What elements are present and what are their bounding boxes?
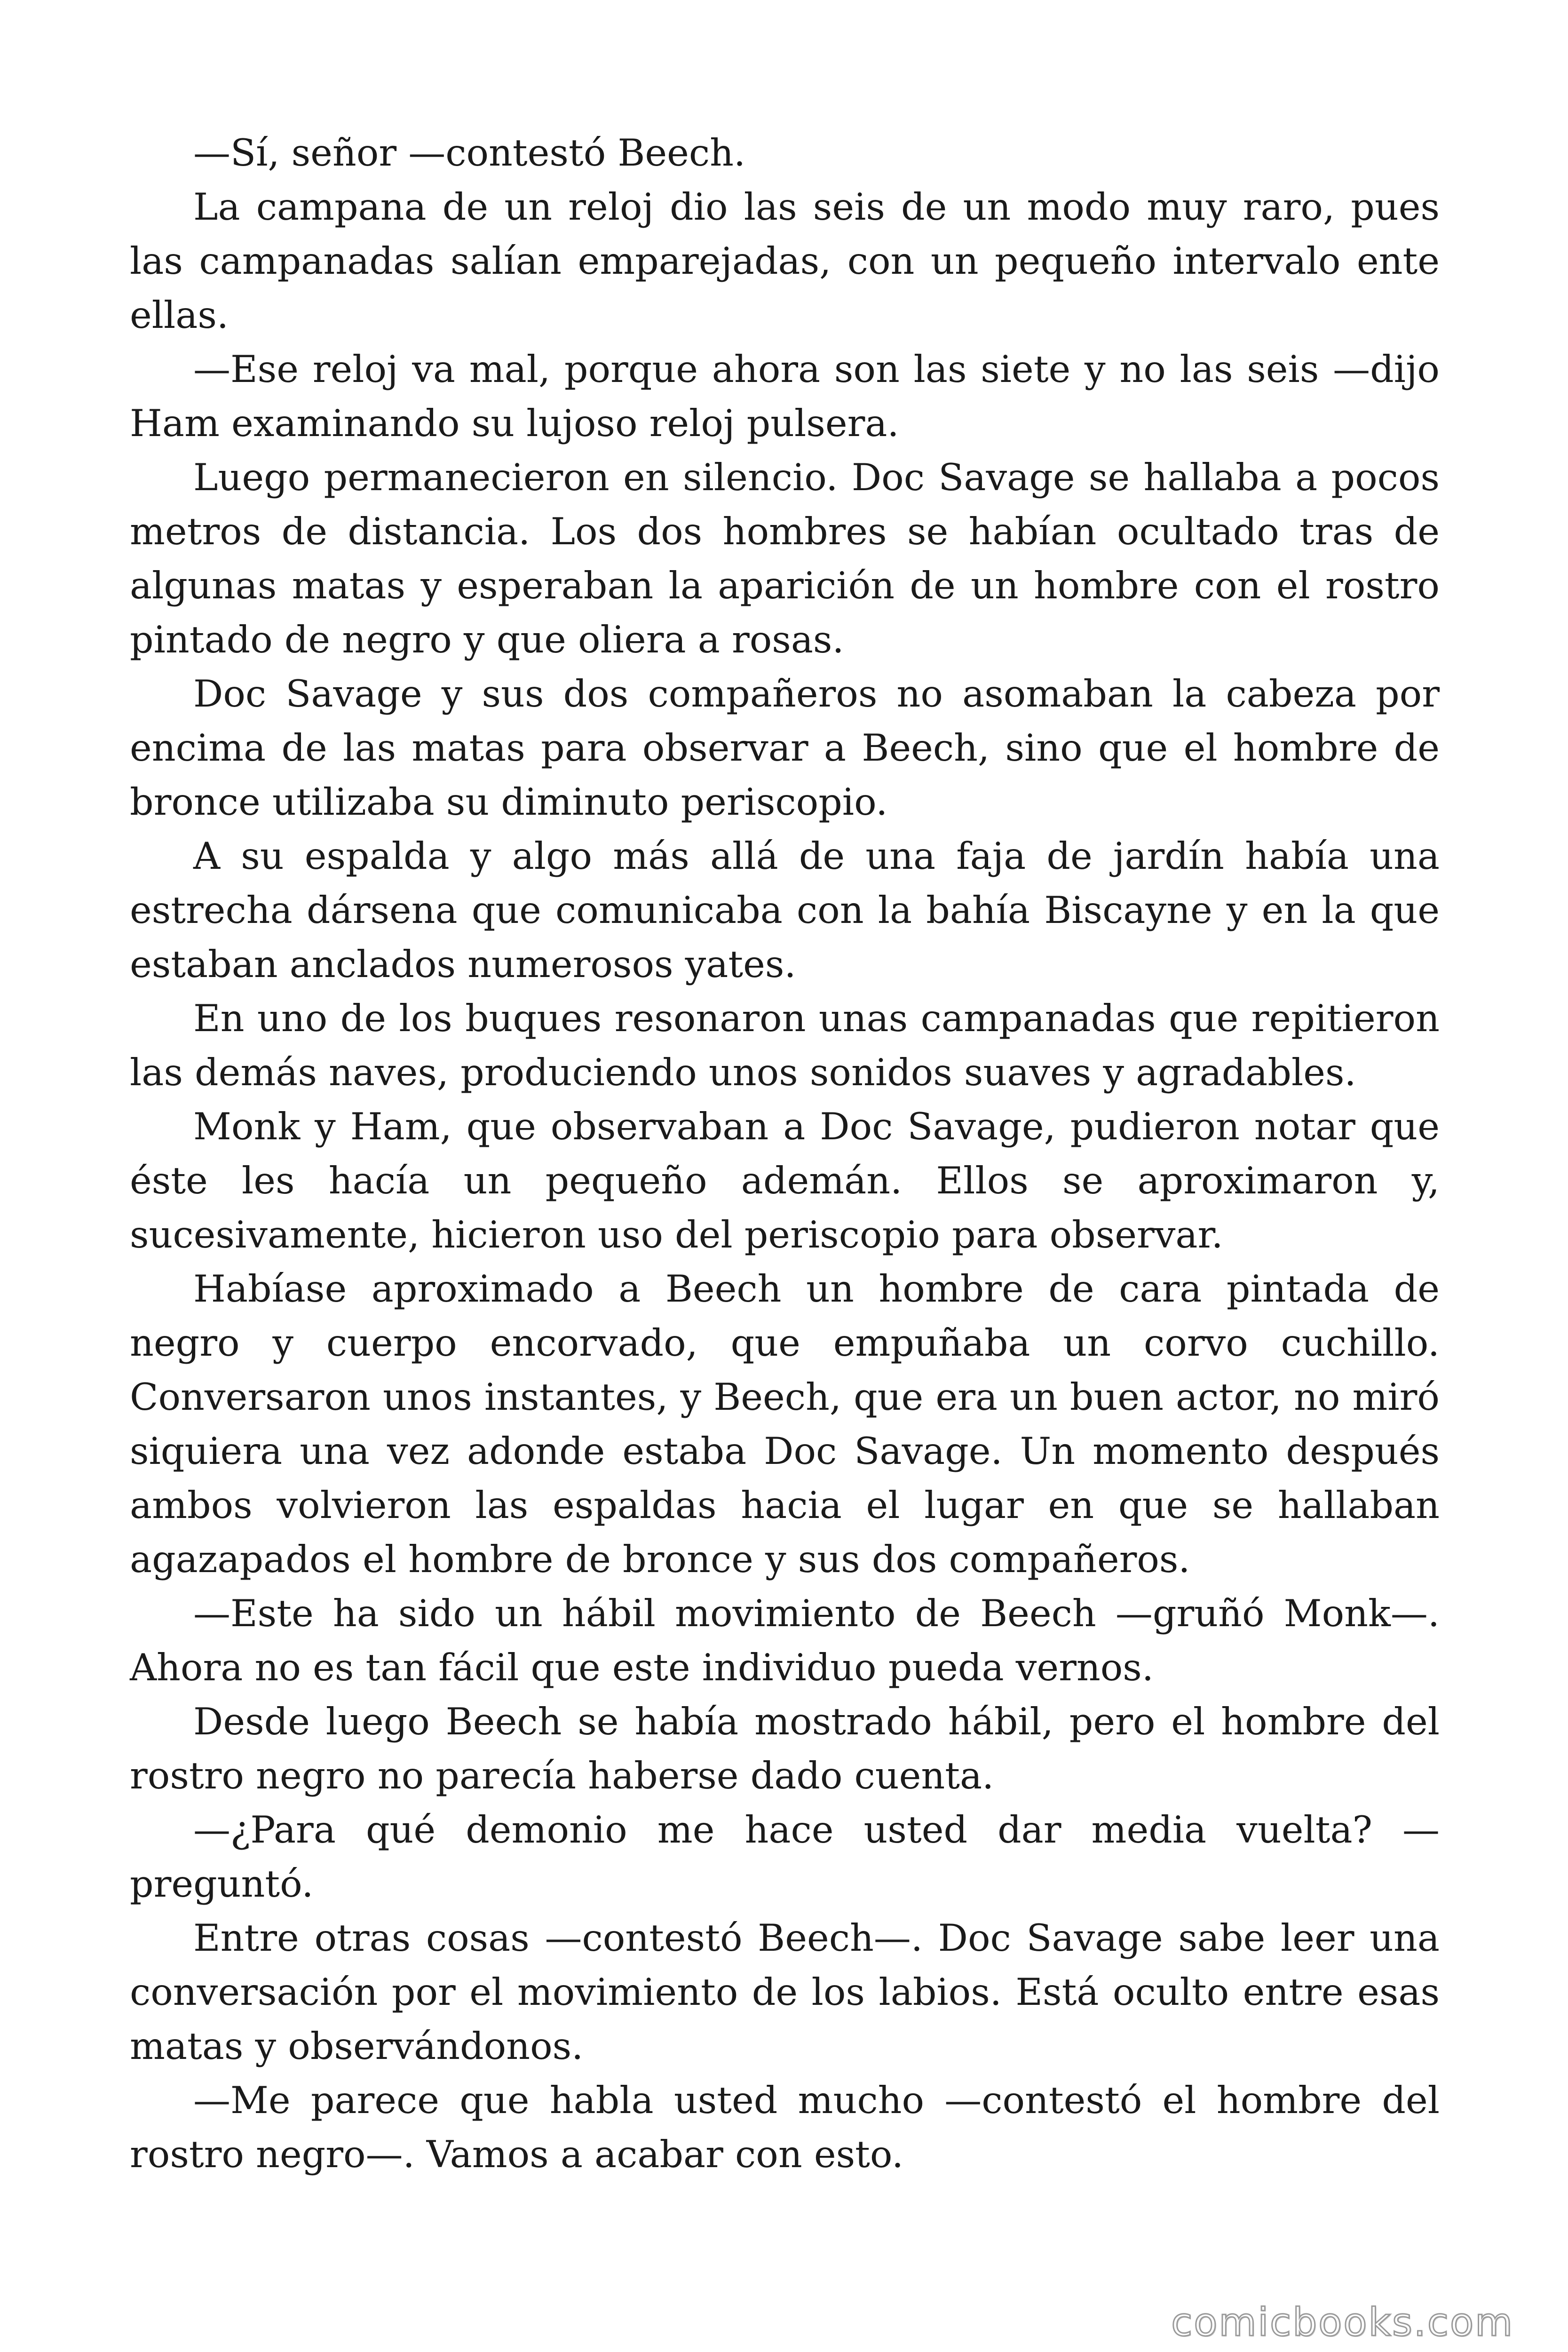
paragraph: —Ese reloj va mal, porque ahora son las siete y no las seis —dijo Ham examinando su lujoso reloj pulsera.	[130, 348, 1440, 445]
paragraph: En uno de los buques resonaron unas campanadas que repitieron las demás naves, produciendo unos sonidos suaves y agradables.	[130, 997, 1440, 1094]
paragraph: —Sí, señor —contestó Beech.	[193, 131, 746, 175]
paragraph: La campana de un reloj dio las seis de un modo muy raro, pues las campanadas salían emparejadas, con un pequeño intervalo ente ellas.	[130, 185, 1440, 337]
paragraph: A su espalda y algo más allá de una faja de jardín había una estrecha dársena que comunicaba con la bahía Biscayne y en la que estaban anclados numerosos yates.	[130, 834, 1440, 986]
paragraph: Doc Savage y sus dos compañeros no asomaban la cabeza por encima de las matas para observar a Beech, sino que el hombre de bronce utilizaba su diminuto periscopio.	[130, 672, 1440, 824]
book-page-text	[130, 126, 1440, 2182]
watermark-logo: comicbooks.com	[1171, 2300, 1514, 2345]
paragraph: —Este ha sido un hábil movimiento de Beech —gruñó Monk—. Ahora no es tan fácil que este individuo pueda vernos.	[130, 1592, 1440, 1689]
paragraph: —Me parece que habla usted mucho —contestó el hombre del rostro negro—. Vamos a acabar con esto.	[130, 2079, 1440, 2176]
paragraph: —¿Para qué demonio me hace usted dar media vuelta? —preguntó.	[130, 1808, 1440, 1906]
paragraph: Luego permanecieron en silencio. Doc Savage se hallaba a pocos metros de distancia. Los dos hombres se habían ocultado tras de algunas matas y esperaban la aparición de un hombre con el rostro pintado de negro y que oliera a rosas.	[130, 456, 1440, 661]
paragraph: Monk y Ham, que observaban a Doc Savage, pudieron notar que éste les hacía un pequeño ademán. Ellos se aproximaron y, sucesivamente, hicieron uso del periscopio para observar.	[130, 1105, 1440, 1256]
paragraph: Desde luego Beech se había mostrado hábil, pero el hombre del rostro negro no parecía haberse dado cuenta.	[130, 1700, 1440, 1797]
paragraph: Entre otras cosas —contestó Beech—. Doc Savage sabe leer una conversación por el movimiento de los labios. Está oculto entre esas matas y observándonos.	[130, 1916, 1440, 2068]
paragraph: Habíase aproximado a Beech un hombre de cara pintada de negro y cuerpo encorvado, que empuñaba un corvo cuchillo. Conversaron unos instantes, y Beech, que era un buen actor, no miró siquiera una vez adonde estaba Doc Savage. Un momento después ambos volvieron las espaldas hacia el lugar en que se hallaban agazapados el hombre de bronce y sus dos compañeros.	[130, 1267, 1440, 1581]
